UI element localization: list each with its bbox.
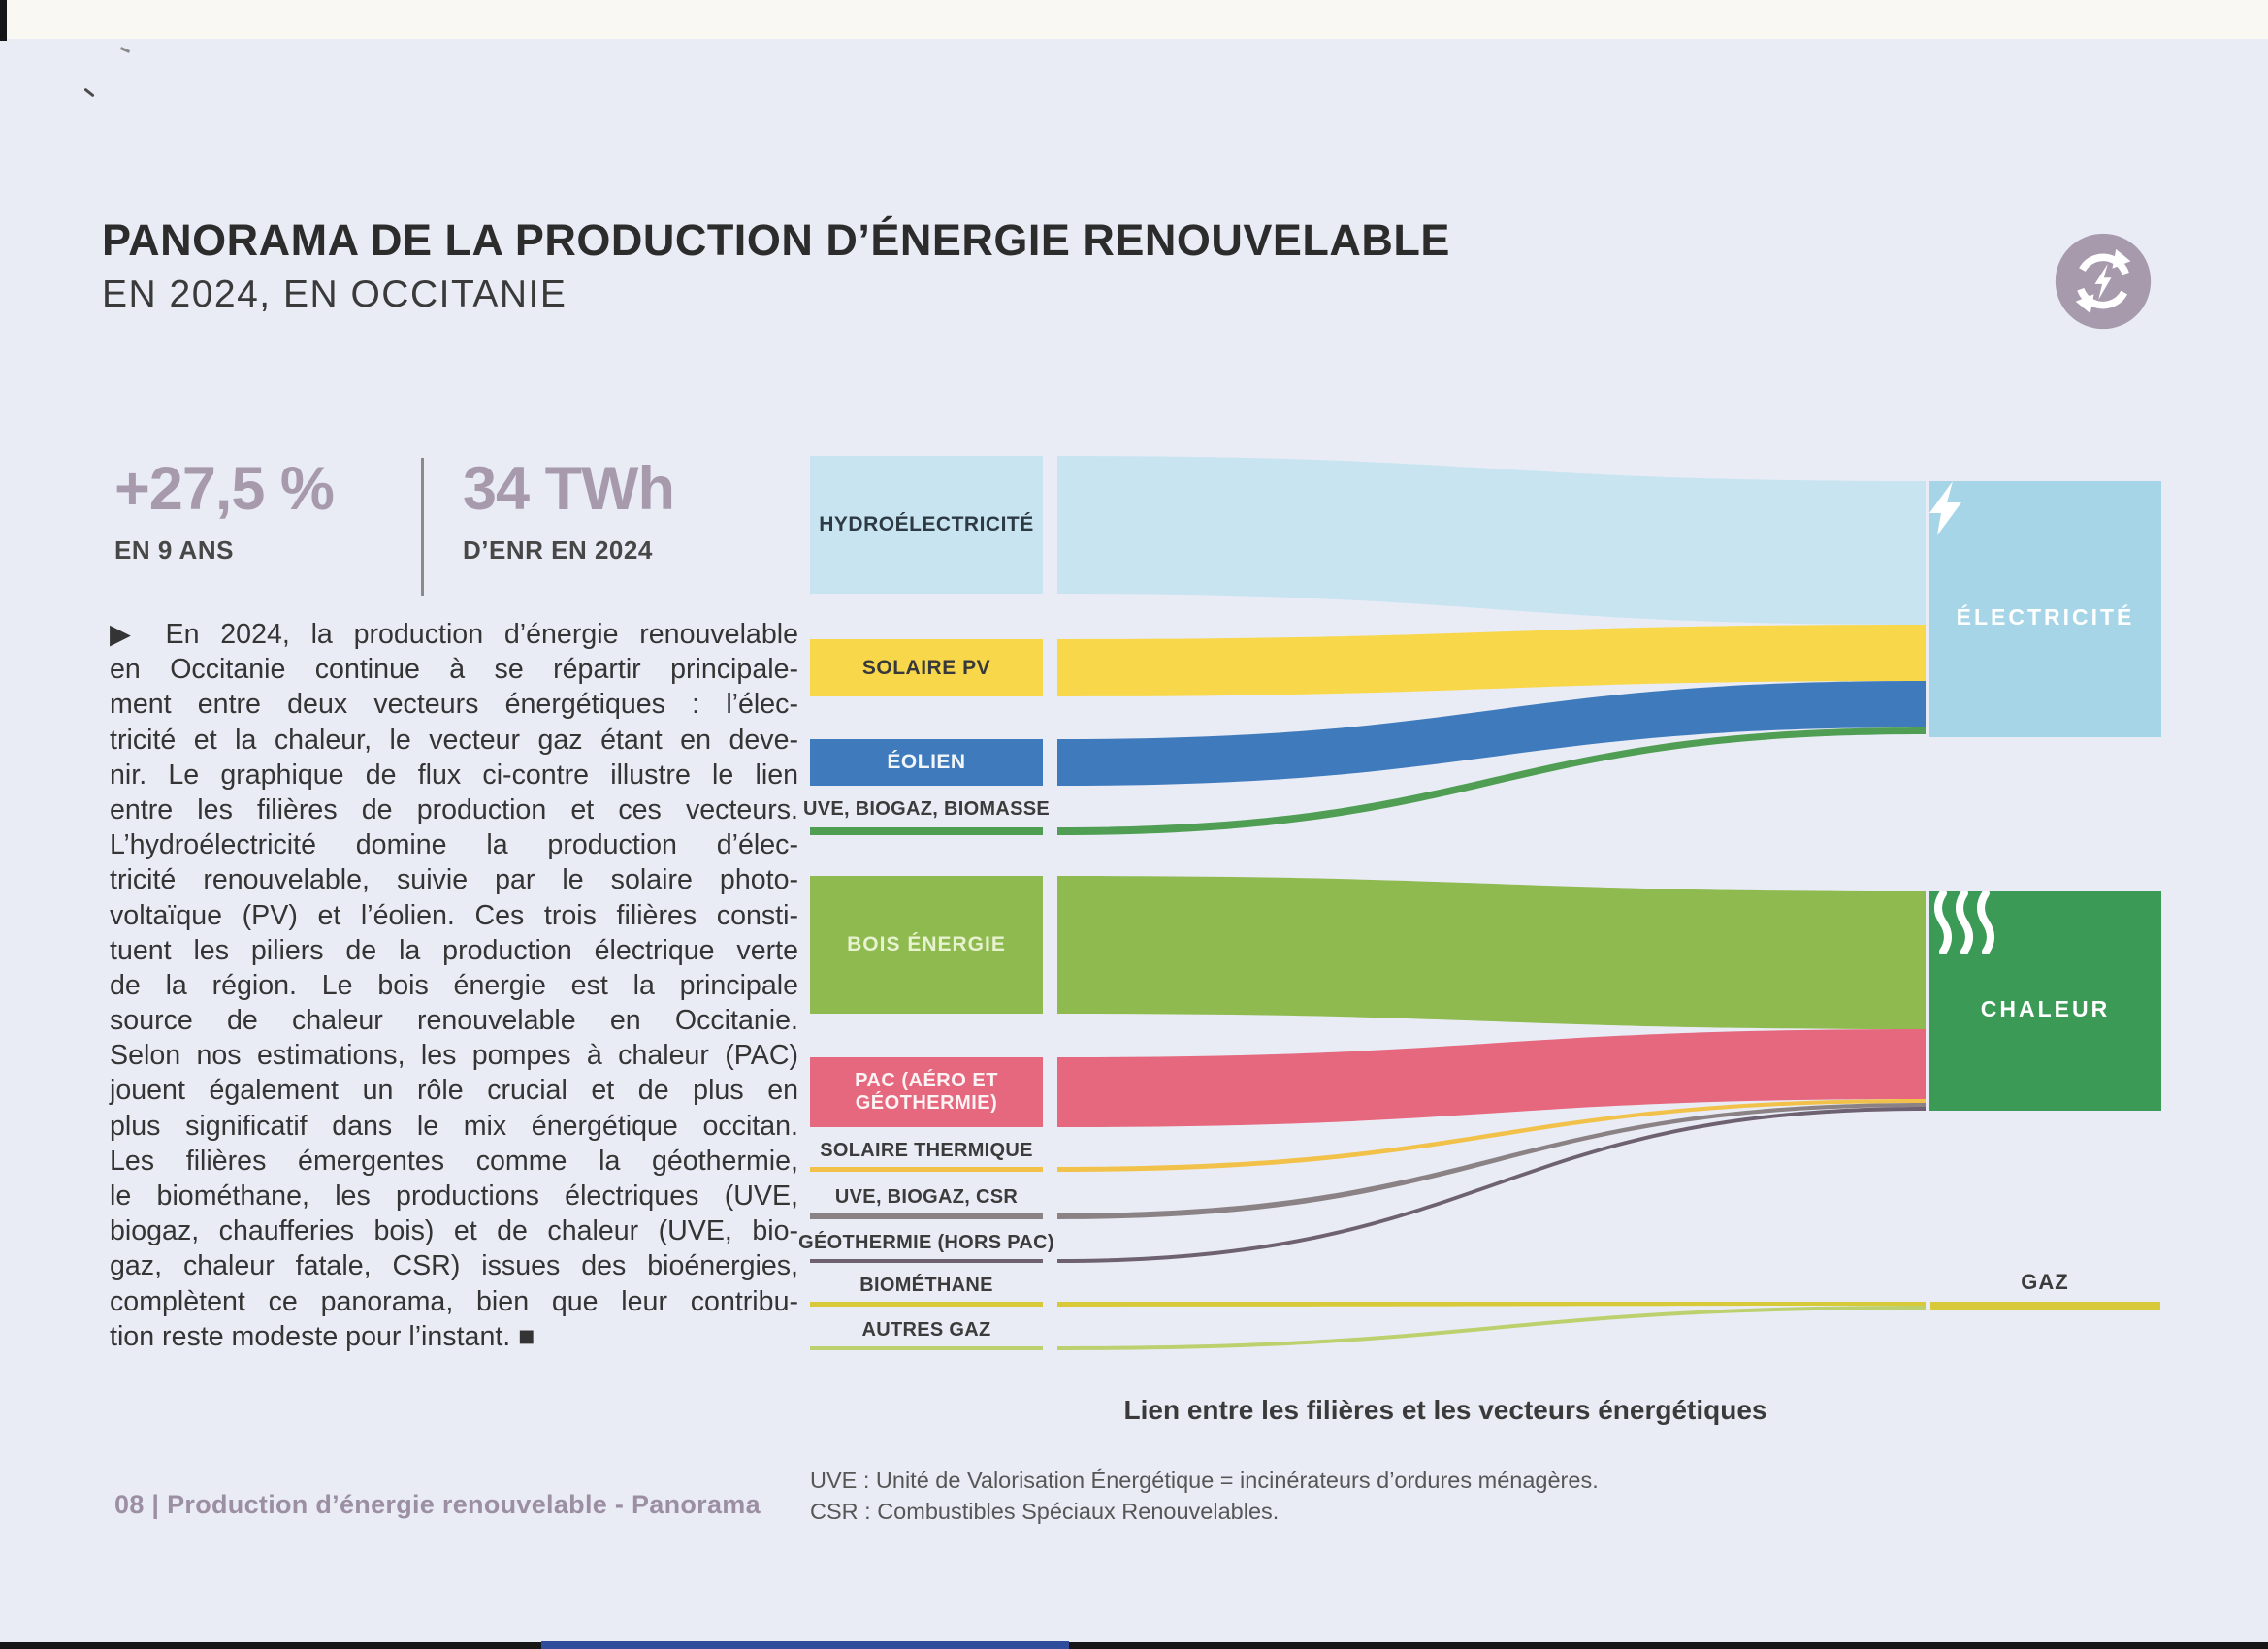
lightning-bolt-icon: [1929, 481, 1964, 535]
flow-autres-gaz-gaz: [1057, 1306, 1926, 1350]
heat-waves-icon: [1929, 891, 1999, 954]
article-line: en Occitanie continue à se répartir principale-: [110, 654, 798, 686]
header: [102, 215, 1654, 316]
article-line: le biométhane, les productions électriques (UVE,: [110, 1180, 798, 1212]
node-gaz-label: GAZ: [2021, 1270, 2069, 1294]
source-block-biomethane: [810, 1302, 1043, 1307]
article-line: jouent également un rôle crucial et de plus en: [110, 1075, 798, 1107]
article-line: tricité renouvelable, suivie par le solaire photo-: [110, 864, 798, 896]
flow-geothermie-chaleur: [1057, 1107, 1926, 1263]
label-uve-biogaz-biomasse: UVE, BIOGAZ, BIOMASSE: [802, 798, 1051, 820]
page-footer: 08 | Production d’énergie renouvelable - Panorama: [114, 1490, 761, 1519]
flow-hydro-electricite: [1057, 456, 1926, 625]
stat-total-label: D’ENR EN 2024: [463, 535, 653, 565]
source-block-solaire-thermique: [810, 1167, 1043, 1172]
flow-biomethane-gaz: [1057, 1302, 1926, 1307]
label-geothermie-hors-pac: GÉOTHERMIE (HORS PAC): [798, 1232, 1054, 1253]
target-node-gaz: [1930, 1302, 2160, 1310]
article-line: entre les filières de production et ces vecteurs.: [110, 793, 798, 825]
scan-bottom-edge: [0, 1642, 2268, 1649]
stat-growth-value: +27,5 %: [114, 455, 334, 523]
label-hydroelectricite: HYDROÉLECTRICITÉ: [819, 513, 1034, 535]
stat-growth: [114, 454, 421, 566]
article-text: [110, 617, 798, 1354]
label-bois-energie: BOIS ÉNERGIE: [847, 933, 1006, 955]
article-line: de la région. Le bois énergie est la principale: [110, 969, 798, 1001]
node-electricite-label: ÉLECTRICITÉ: [1956, 603, 2135, 630]
label-pac-aero-geothermie: PAC (AÉRO ET GÉOTHERMIE): [855, 1070, 998, 1114]
node-chaleur: [1929, 891, 2161, 1111]
article-line: biogaz, chaufferies bois) et de chaleur (UVE, bio-: [110, 1215, 798, 1247]
source-block-geothermie-hors-pac: [810, 1259, 1043, 1263]
footnote-uve: UVE : Unité de Valorisation Énergétique = incinérateurs d’ordures ménagères.: [810, 1468, 1599, 1493]
key-figures: [114, 454, 674, 596]
scan-speck: [83, 88, 94, 98]
page-subtitle: EN 2024, EN OCCITANIE: [102, 274, 567, 315]
article-line: voltaïque (PV) et l’éolien. Ces trois filières consti-: [110, 899, 798, 931]
label-solaire-pv: SOLAIRE PV: [861, 656, 991, 679]
source-block-uve-biogaz-csr: [810, 1213, 1043, 1219]
source-block-autres-gaz: [810, 1346, 1043, 1350]
page-title: PANORAMA DE LA PRODUCTION D’ÉNERGIE RENOUVELABLE: [102, 215, 1450, 265]
stat-total-value: 34 TWh: [463, 455, 675, 523]
label-eolien: ÉOLIEN: [887, 751, 966, 773]
article-line: tricité et la chaleur, le vecteur gaz étant en deve-: [110, 724, 798, 756]
scan-corner-mark: [0, 0, 7, 41]
stat-total: [463, 454, 674, 566]
footnotes: [810, 1465, 1599, 1527]
flow-bois-chaleur: [1057, 876, 1926, 1029]
article-line: Selon nos estimations, les pompes à chaleur (PAC): [110, 1040, 798, 1072]
article-line: source de chaleur renouvelable en Occitanie.: [110, 1005, 798, 1037]
scan-top-strip: [0, 0, 2268, 39]
sankey-diagram: [798, 446, 2171, 1358]
article-line: ▶ En 2024, la production d’énergie renouvelable: [110, 619, 798, 650]
node-chaleur-label: CHALEUR: [1980, 995, 2111, 1021]
article-line: gaz, chaleur fatale, CSR) issues des bioénergies,: [110, 1250, 798, 1282]
scan-speck: [120, 47, 130, 53]
label-solaire-thermique: SOLAIRE THERMIQUE: [820, 1140, 1033, 1161]
stat-divider: [421, 458, 424, 596]
node-electricite: [1929, 481, 2161, 737]
article-line: complètent ce panorama, bien que leur contribu-: [110, 1285, 798, 1317]
article-line: plus significatif dans le mix énergétique occitan.: [110, 1110, 798, 1142]
source-block-uve-biogaz-biomasse: [810, 827, 1043, 835]
label-uve-biogaz-csr: UVE, BIOGAZ, CSR: [834, 1186, 1019, 1208]
article-line: L’hydroélectricité domine la production d’élec-: [110, 829, 798, 861]
article-line: ment entre deux vecteurs énergétiques : l’élec-: [110, 689, 798, 721]
label-biomethane: BIOMÉTHANE: [859, 1275, 993, 1296]
article-line: tion reste modeste pour l’instant. ■: [110, 1320, 535, 1352]
footnote-csr: CSR : Combustibles Spéciaux Renouvelables.: [810, 1499, 1280, 1524]
sankey-caption: Lien entre les filières et les vecteurs énergétiques: [1123, 1395, 1767, 1425]
article-line: tuent les piliers de la production électrique verte: [110, 934, 798, 966]
stat-growth-label: EN 9 ANS: [114, 535, 234, 565]
article-line: nir. Le graphique de flux ci-contre illustre le lien: [110, 759, 798, 791]
article-line: Les filières émergentes comme la géothermie,: [110, 1145, 798, 1177]
renewable-energy-badge-icon: [2053, 231, 2154, 332]
scan-bottom-blue-edge: [541, 1641, 1069, 1649]
label-autres-gaz: AUTRES GAZ: [861, 1319, 991, 1341]
